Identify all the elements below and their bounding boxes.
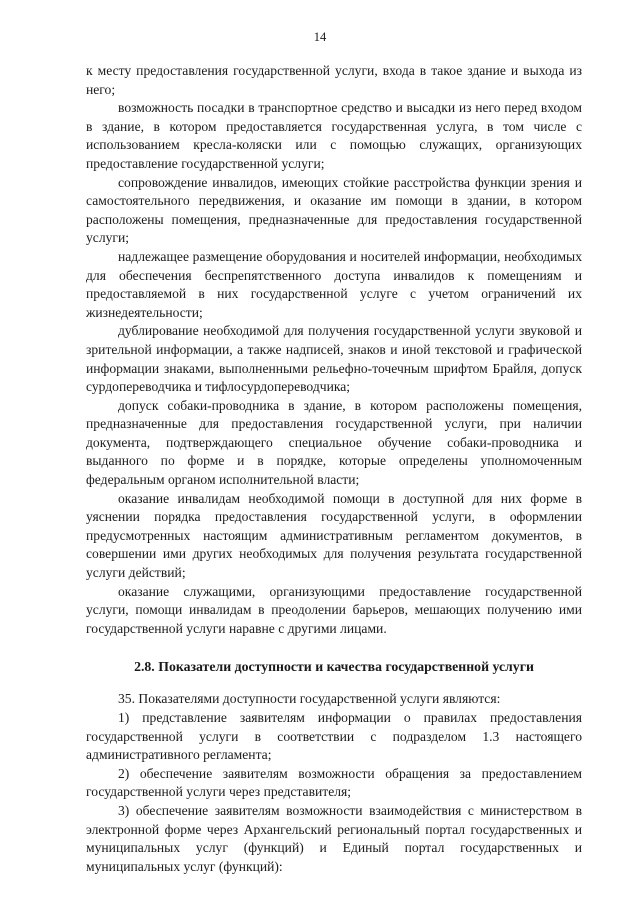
paragraph: 2) обеспечение заявителям возможности обращения за предоставлением государственной услуги через представителя; — [86, 765, 582, 800]
section-heading: 2.8. Показатели доступности и качества государственной услуги — [134, 659, 534, 675]
paragraph: дублирование необходимой для получения государственной услуги звуковой и зрительной информации, а также надписей, знаков и иной текстовой и графической информации знаками, выполненными рельефно-точечным шрифтом Брайля, допуск сурдопереводчика и тифлосурдопереводчика; — [86, 323, 582, 395]
page-number: 14 — [313, 30, 327, 44]
paragraph: надлежащее размещение оборудования и носителей информации, необходимых для обеспечения беспрепятственного доступа инвалидов к помещениям и предоставляемой в них государственной услуге с учетом ограничений их жизнедеятельности; — [86, 248, 582, 320]
paragraph: сопровождение инвалидов, имеющих стойкие расстройства функции зрения и самостоятельного передвижения, и оказание им помощи в здании, в котором расположены помещения, предназначенные для предоставления государственной услуги; — [86, 174, 582, 246]
paragraph: 1) представление заявителям информации о правилах предоставления государственной услуги в соответствии с подразделом 1.3 настоящего административного регламента; — [86, 710, 582, 763]
document-body — [86, 62, 582, 876]
paragraph: 35. Показателями доступности государственной услуги являются: — [118, 691, 501, 707]
paragraph: оказание инвалидам необходимой помощи в доступной для них форме в уяснении порядка предоставления государственной услуги, в оформлении предусмотренных настоящим административным регламентом документов, в совершении ими других необходимых для получения результата государственной услуги действий; — [86, 490, 582, 581]
paragraph: к месту предоставления государственной услуги, входа в такое здание и выхода из него; — [86, 63, 582, 97]
paragraph: оказание служащими, организующими предоставление государственной услуги, помощи инвалидам в преодолении барьеров, мешающих получению ими государственной услуги наравне с другими лицами. — [86, 583, 582, 636]
paragraph: 3) обеспечение заявителям возможности взаимодействия с министерством в электронной форме через Архангельский региональный портал государственных и муниципальных услуг (функций) и Единый портал государственных и муниципальных услуг (функций): — [86, 802, 582, 874]
paragraph: возможность посадки в транспортное средство и высадки из него перед входом в здание, в котором предоставляется государственная услуга, в том числе с использованием кресла-коляски или с помощью служащих, организующих предоставление государственной услуги; — [86, 100, 582, 171]
paragraph: допуск собаки-проводника в здание, в котором расположены помещения, предназначенные для предоставления государственной услуги, при наличии документа, подтверждающего специальное обучение собаки-проводника и выданного по форме и в порядке, которые определены уполномоченным федеральным органом исполнительной власти; — [86, 397, 582, 488]
